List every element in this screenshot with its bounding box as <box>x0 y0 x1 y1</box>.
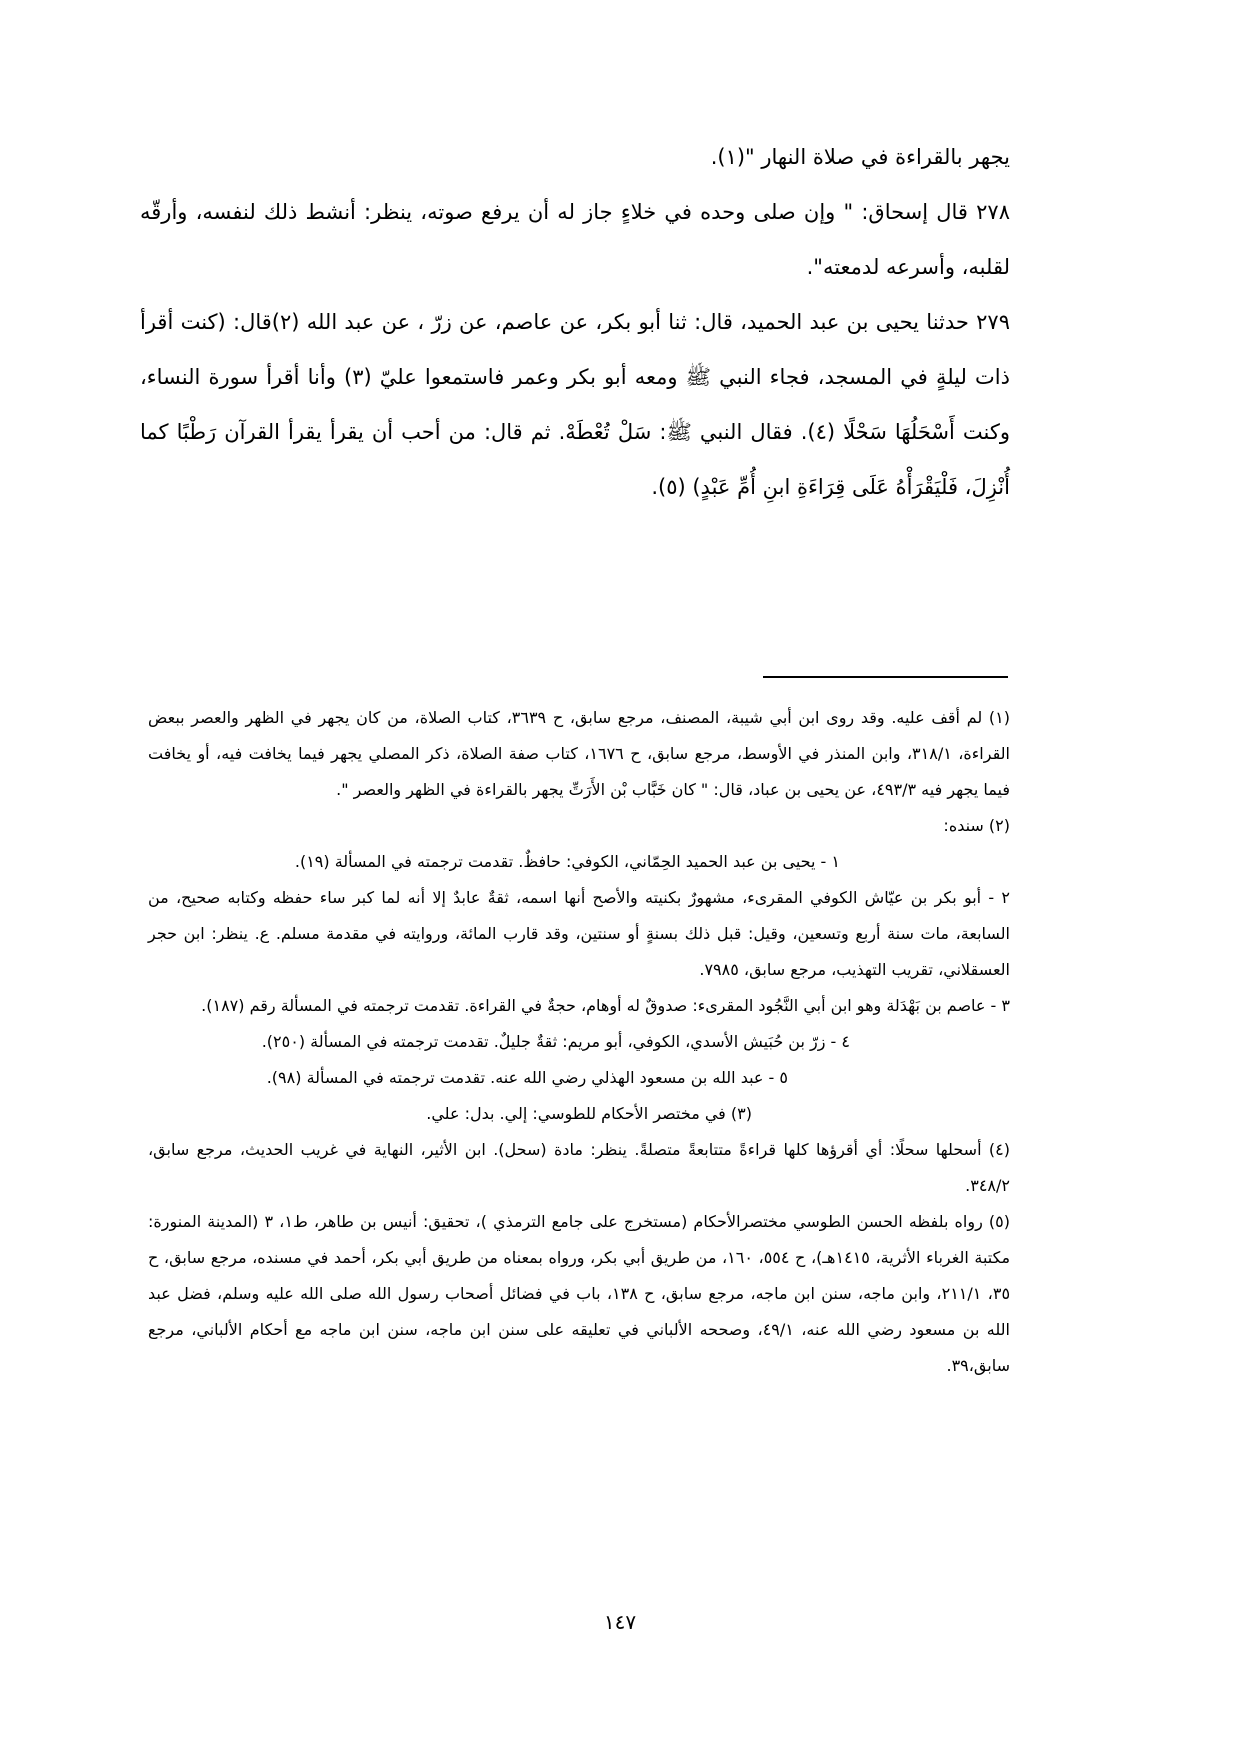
footnote-2-heading: (٢) سنده: <box>943 816 1010 835</box>
footnote-2-narrator-5: ٥ - عبد الله بن مسعود الهذلي رضي الله عنه. تقدمت ترجمته في المسألة (٩٨). <box>266 1068 788 1087</box>
paragraph-continuation: يجهر بالقراءة في صلاة النهار "(١). <box>710 145 1010 169</box>
footnotes <box>148 700 1010 1384</box>
footnote-1: (١) لم أقف عليه. وقد روى ابن أبي شيبة، المصنف، مرجع سابق، ح ٣٦٣٩، كتاب الصلاة، من كان يجهر في الظهر والعصر ببعض القراءة، ٣١٨/١، وابن المنذر في الأوسط، مرجع سابق، ح ١٦٧٦، كتاب صفة الصلاة، ذكر المصلي يجهر فيما يخافت فيه، أو يخافت فيما يجهر فيه ٤٩٣/٣، عن يحيى بن عباد، قال: " كان خَبَّاب بْن الأَرَتِّ يجهر بالقراءة في الظهر والعصر ". <box>148 708 1010 799</box>
footnote-2-narrator-2: ٢ - أبو بكر بن عيّاش الكوفي المقرىء، مشهورٌ بكنيته والأصح أنها اسمه، ثقةٌ عابدٌ إلا أنه لما كبر ساء حفظه وكتابه صحيح، من السابعة، مات سنة أربع وتسعين، وقيل: قبل ذلك بسنةٍ أو سنتين، وقد قارب المائة، وروايته في مقدمة مسلم. ع. ينظر: ابن حجر العسقلاني، تقريب التهذيب، مرجع سابق، ٧٩٨٥. <box>148 888 1010 979</box>
footnote-2-narrator-1: ١ - يحيى بن عبد الحميد الحِمّاني، الكوفي: حافظٌ. تقدمت ترجمته في المسألة (١٩). <box>294 852 840 871</box>
footnote-divider <box>763 676 1008 678</box>
paragraph-278: ٢٧٨ قال إسحاق: " وإن صلى وحده في خلاءٍ جاز له أن يرفع صوته، ينظر: أنشط ذلك لنفسه، وأرقّه لقلبه، وأسرعه لدمعته". <box>140 200 1010 279</box>
footnote-2-narrator-4: ٤ - زرّ بن حُبَيش الأسدي، الكوفي، أبو مريم: ثقةٌ جليلٌ. تقدمت ترجمته في المسألة (٢٥٠). <box>261 1032 850 1051</box>
main-text <box>140 130 1010 515</box>
footnote-4: (٤) أسحلها سحلًا: أي أقرؤها كلها قراءةً متتابعةً متصلةً. ينظر: مادة (سحل). ابن الأثير، النهاية في غريب الحديث، مرجع سابق، ٣٤٨/٢. <box>148 1140 1010 1195</box>
footnote-5: (٥) رواه بلفظه الحسن الطوسي مختصرالأحكام (مستخرج على جامع الترمذي )، تحقيق: أنيس بن طاهر، ط١، ٣ (المدينة المنورة: مكتبة الغرباء الأثرية، ١٤١٥هـ)، ح ٥٥٤، ١٦٠، من طريق أبي بكر، ورواه بمعناه من طريق أبي بكر، أحمد في مسنده، مرجع سابق، ح ٣٥، ٢١١/١، وابن ماجه، سنن ابن ماجه، مرجع سابق، ح ١٣٨، باب في فضائل أصحاب رسول الله صلى الله عليه وسلم، فضل عبد الله بن مسعود رضي الله عنه، ٤٩/١، وصححه الألباني في تعليقه على سنن ابن ماجه، سنن ابن ماجه مع أحكام الألباني، مرجع سابق،٣٩. <box>148 1212 1011 1375</box>
footnote-3: (٣) في مختصر الأحكام للطوسي: إلي. بدل: علي. <box>426 1104 752 1123</box>
paragraph-279: ٢٧٩ حدثنا يحيى بن عبد الحميد، قال: ثنا أبو بكر، عن عاصم، عن زرّ ، عن عبد الله (٢)قال: (كنت أقرأ ذات ليلةٍ في المسجد، فجاء النبي ﷺ ومعه أبو بكر وعمر فاستمعوا عليّ (٣) وأنا أقرأ سورة النساء، وكنت أَسْحَلُهَا سَحْلًا (٤). فقال النبي ﷺ: سَلْ تُعْطَهْ. ثم قال: من أحب أن يقرأ يقرأ القرآن رَطْبًا كما أُنْزِلَ، فَلْيَقْرَأْهُ عَلَى قِرَاءَةِ ابنِ أُمِّ عَبْدٍ) (٥). <box>140 310 1010 499</box>
footnote-2-narrator-3: ٣ - عاصم بن بَهْدَلة وهو ابن أبي النَّجُود المقرىء: صدوقٌ له أوهام، حجةٌ في القراءة. تقدمت ترجمته في المسألة رقم (١٨٧). <box>201 996 1010 1015</box>
page-number: ١٤٧ <box>603 1610 637 1634</box>
